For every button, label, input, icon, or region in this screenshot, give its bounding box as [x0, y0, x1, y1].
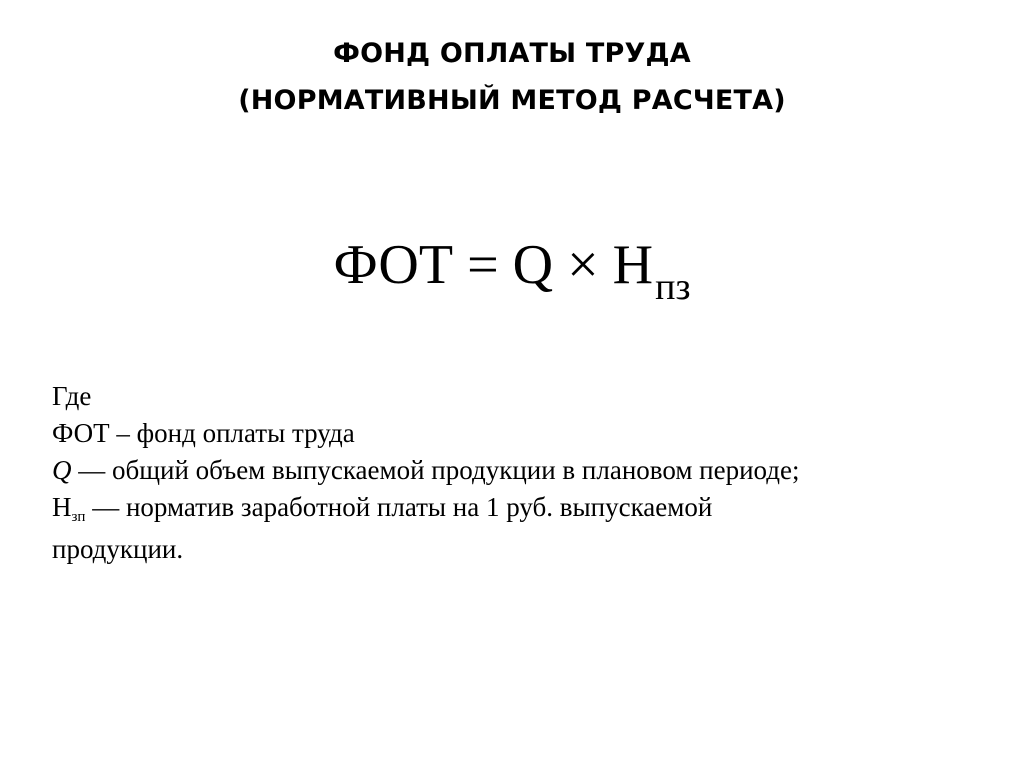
formula	[0, 230, 1024, 306]
n-symbol: Н	[52, 492, 72, 522]
definition-q	[52, 452, 972, 489]
n-subscript: зп	[71, 509, 86, 525]
definitions	[52, 378, 972, 568]
q-symbol: Q	[52, 455, 72, 485]
title-line-1: ФОНД ОПЛАТЫ ТРУДА	[333, 38, 691, 69]
title-line-2: (НОРМАТИВНЫЙ МЕТОД РАСЧЕТА)	[238, 85, 786, 116]
definition-n-continued: продукции.	[52, 534, 184, 564]
q-text: — общий объем выпускаемой продукции в плановом периоде;	[71, 455, 800, 485]
n-text: — норматив заработной платы на 1 руб. выпускаемой	[85, 492, 713, 522]
definitions-intro: Где	[52, 381, 92, 411]
formula-main: ФОТ = Q × Н	[333, 234, 654, 296]
definition-fot: ФОТ – фонд оплаты труда	[52, 418, 355, 448]
slide-title	[0, 30, 1024, 124]
definition-n	[52, 489, 972, 531]
formula-subscript: пз	[655, 266, 691, 308]
